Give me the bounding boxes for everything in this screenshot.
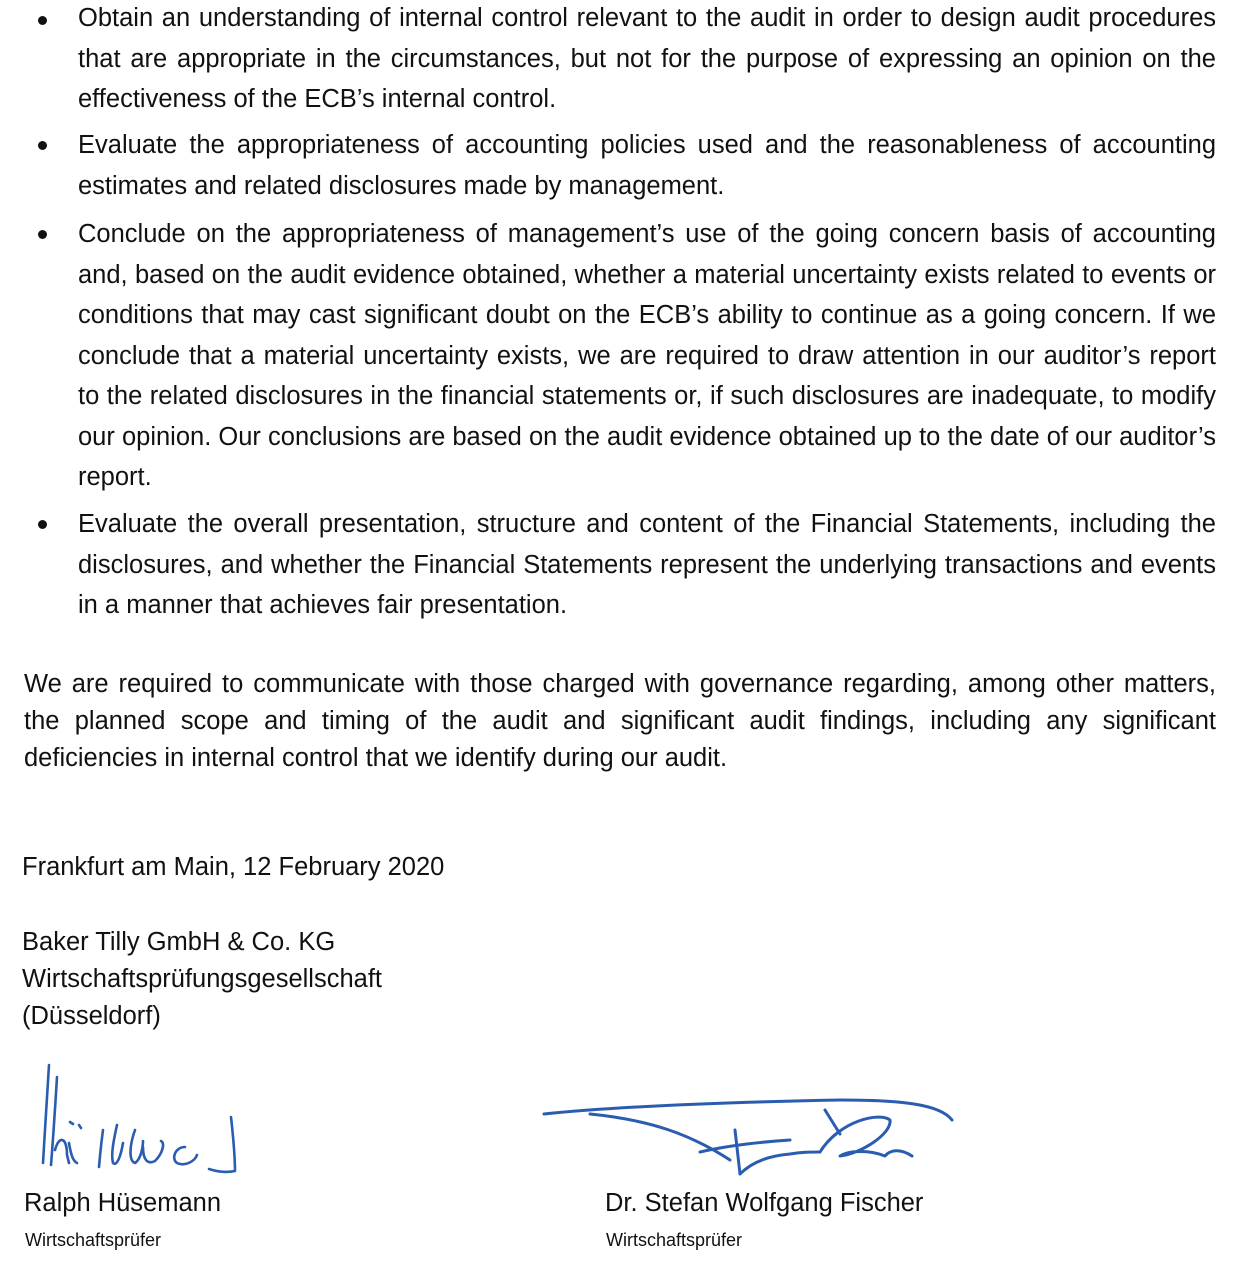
firm-name: Baker Tilly GmbH & Co. KG (22, 928, 336, 956)
firm-location: (Düsseldorf) (22, 1002, 161, 1030)
bullet-dot (38, 520, 47, 529)
place-date: Frankfurt am Main, 12 February 2020 (22, 853, 445, 881)
bullet-dot (38, 230, 47, 239)
firm-type: Wirtschaftsprüfungsgesellschaft (22, 965, 382, 993)
governance-paragraph: We are required to communicate with those charged with governance regarding, among other matters, the planned scope and timing of the audit and significant audit findings, including any significant deficiencies in internal control that we identify during our audit. (24, 670, 1216, 772)
signatory-name-fischer: Dr. Stefan Wolfgang Fischer (605, 1189, 924, 1217)
signatory-name-husemann: Ralph Hüsemann (24, 1189, 222, 1217)
signature-fischer (540, 1090, 960, 1180)
bullet-text: Conclude on the appropriateness of management’s use of the going concern basis of accounting and, based on the audit evidence obtained, whether a material uncertainty exists related to events or conditions that may cast significant doubt on the ECB’s ability to continue as a going concern. If we conclude that a material uncertainty exists, we are required to draw attention in our auditor’s report to the related disclosures in the financial statements or, if such disclosures are inadequate, to modify our opinion. Our conclusions are based on the audit evidence obtained up to the date of our auditor’s report. (78, 220, 1216, 491)
bullet-text: Evaluate the overall presentation, structure and content of the Financial Statements, including the disclosures, and whether the Financial Statements represent the underlying transactions and events in a manner that achieves fair presentation. (78, 510, 1216, 619)
bullet-dot (38, 141, 47, 150)
bullet-dot (38, 16, 47, 25)
bullet-text: Evaluate the appropriateness of accounting policies used and the reasonableness of accounting estimates and related disclosures made by management. (78, 131, 1216, 200)
signatory-title-fischer: Wirtschaftsprüfer (606, 1230, 743, 1250)
signatory-title-husemann: Wirtschaftsprüfer (25, 1230, 162, 1250)
bullet-text: Obtain an understanding of internal control relevant to the audit in order to design audit procedures that are appropriate in the circumstances, but not for the purpose of expressing an opinion on the effectiveness of the ECB’s internal control. (78, 4, 1216, 113)
signature-husemann (25, 1055, 255, 1185)
